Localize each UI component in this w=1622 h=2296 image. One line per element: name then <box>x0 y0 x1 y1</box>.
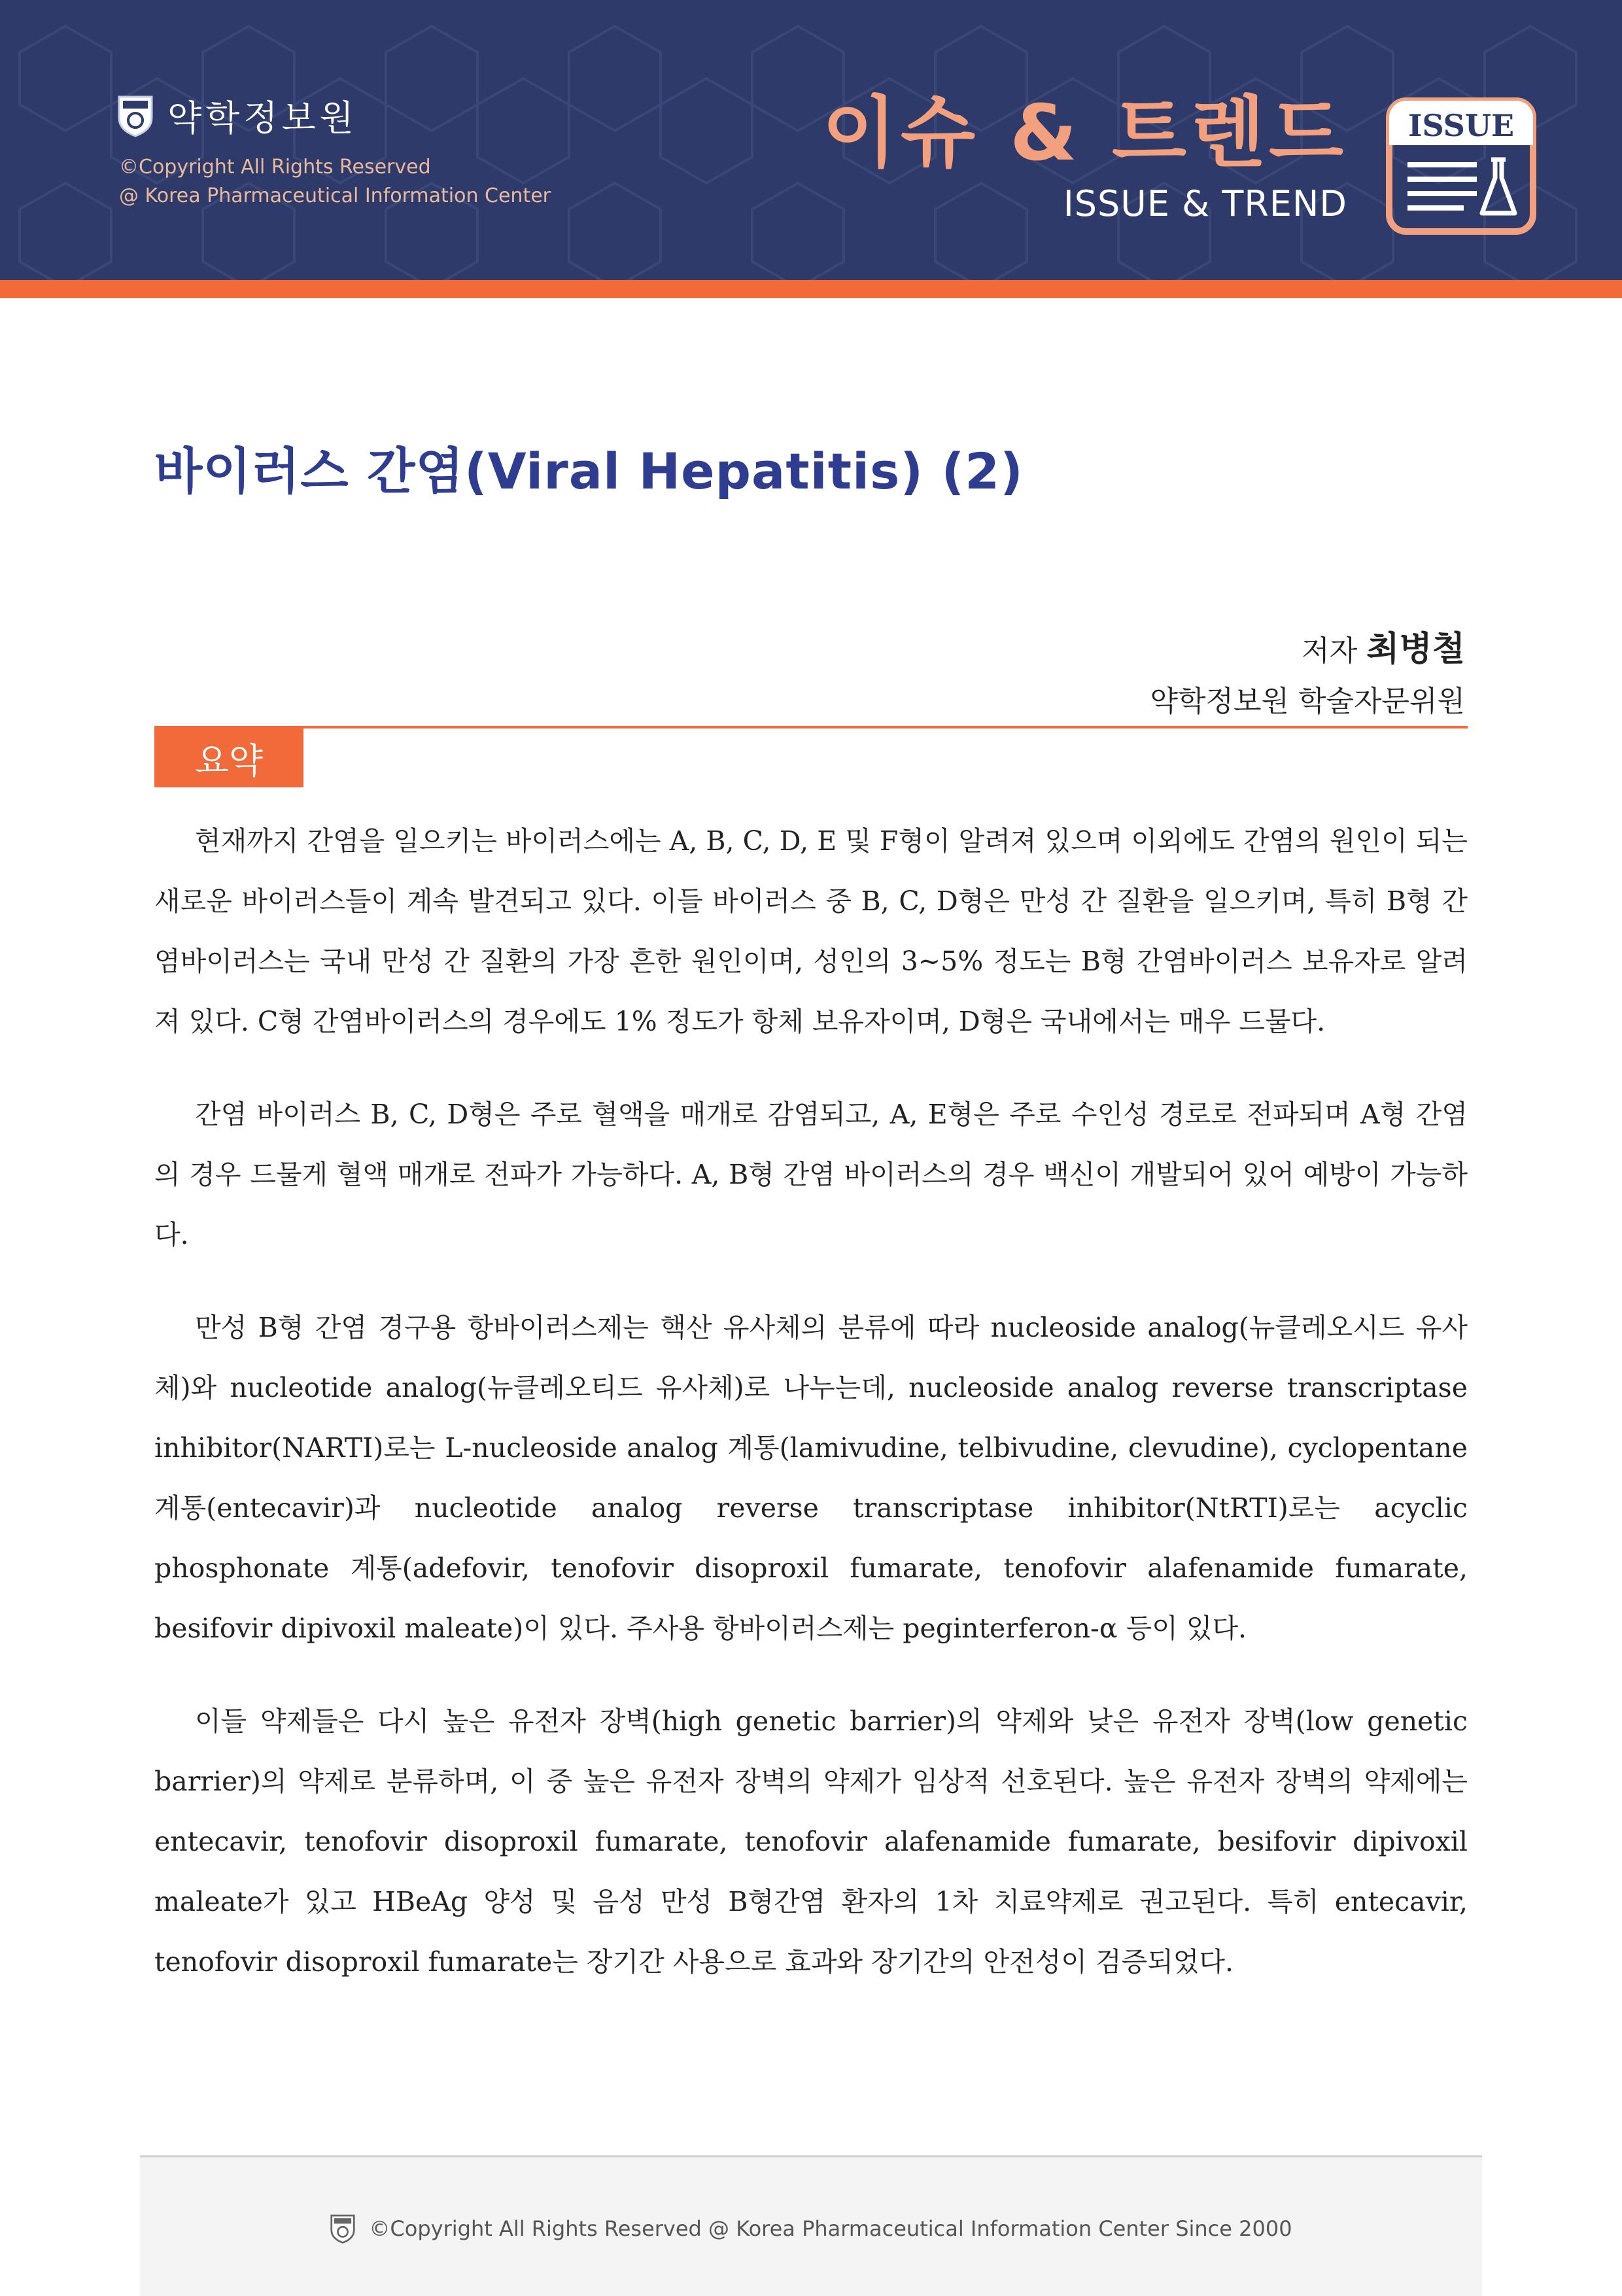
issue-title-korean: 이슈 & 트렌드 <box>821 88 1347 178</box>
kpic-shield-logo-icon <box>330 2214 356 2244</box>
author-line <box>1302 621 1465 670</box>
author-name: 최병철 <box>1366 630 1465 669</box>
paragraph-3: 만성 B형 간염 경구용 항바이러스제는 핵산 유사체의 분류에 따라 nucleoside analog(뉴클레오시드 유사체)와 nucleotide analog(뉴클레오티드 유사체)로 나누는데, nucleoside analog reverse transcriptase inhibitor(NARTI)로는 L-nucleoside analog 계통(lamivudine, telbivudine, clevudine), cyclopentane 계통(entecavir)과 nucleotide analog reverse transcriptase inhibitor(NtRTI)로는 acyclic phosphonate 계통(adefovir, tenofovir disoproxil fumarate, tenofovir alafenamide fumarate, besifovir dipivoxil maleate)이 있다. 주사용 항바이러스제는 peginterferon-α 등이 있다. <box>154 1312 1468 1644</box>
page-footer <box>140 2155 1482 2296</box>
header-accent-stripe <box>0 280 1622 298</box>
brand-name: 약학정보원 <box>167 97 358 139</box>
issue-title-english: ISSUE & TREND <box>1063 183 1347 224</box>
paragraph-1: 현재까지 간염을 일으키는 바이러스에는 A, B, C, D, E 및 F형이 알려져 있으며 이외에도 간염의 원인이 되는 새로운 바이러스들이 계속 발견되고 있다. 이들 바이러스 중 B, C, D형은 만성 간 질환을 일으키며, 특히 B형 간염바이러스는 국내 만성 간 질환의 가장 흔한 원인이며, 성인의 3~5% 정도는 B형 간염바이러스 보유자로 알려져 있다. C형 간염바이러스의 경우에도 1% 정도가 항체 보유자이며, D형은 국내에서는 매우 드물다. <box>154 825 1468 1037</box>
kpic-shield-logo-icon <box>116 94 154 137</box>
copyright-line-1: ©Copyright All Rights Reserved <box>119 156 431 179</box>
brand <box>116 90 358 141</box>
issue-badge-label: ISSUE <box>1407 108 1515 143</box>
paragraph-2: 간염 바이러스 B, C, D형은 주로 혈액을 매개로 감염되고, A, E형은 주로 수인성 경로로 전파되며 A형 간염의 경우 드물게 혈액 매개로 전파가 가능하다. A, B형 간염 바이러스의 경우 백신이 개발되어 있어 예방이 가능하다. <box>154 1099 1468 1250</box>
page-header <box>0 0 1622 280</box>
article-title: 바이러스 간염(Viral Hepatitis) (2) <box>154 442 1024 500</box>
summary-divider <box>154 726 1468 728</box>
footer-copyright: ©Copyright All Rights Reserved @ Korea Pharmaceutical Information Center Since 2000 <box>369 2216 1292 2241</box>
copyright-line-2: @ Korea Pharmaceutical Information Center <box>119 184 551 207</box>
author-prefix: 저자 <box>1302 634 1358 668</box>
summary-label: 요약 <box>154 728 303 787</box>
issue-badge-icon <box>1385 97 1537 235</box>
author-affiliation: 약학정보원 학술자문위원 <box>1150 685 1465 718</box>
article-body <box>154 811 1468 2025</box>
brand-copyright <box>119 153 551 211</box>
issue-trend-title <box>822 84 1347 224</box>
paragraph-4: 이들 약제들은 다시 높은 유전자 장벽(high genetic barrier)의 약제와 낮은 유전자 장벽(low genetic barrier)의 약제로 분류하며, 이 중 높은 유전자 장벽의 약제가 임상적 선호된다. 높은 유전자 장벽의 약제에는 entecavir, tenofovir disoproxil fumarate, tenofovir alafenamide fumarate, besifovir dipivoxil maleate가 있고 HBeAg 양성 및 음성 만성 B형간염 환자의 1차 치료약제로 권고된다. 특히 entecavir, tenofovir disoproxil fumarate는 장기간 사용으로 효과와 장기간의 안전성이 검증되었다. <box>154 1705 1468 1978</box>
